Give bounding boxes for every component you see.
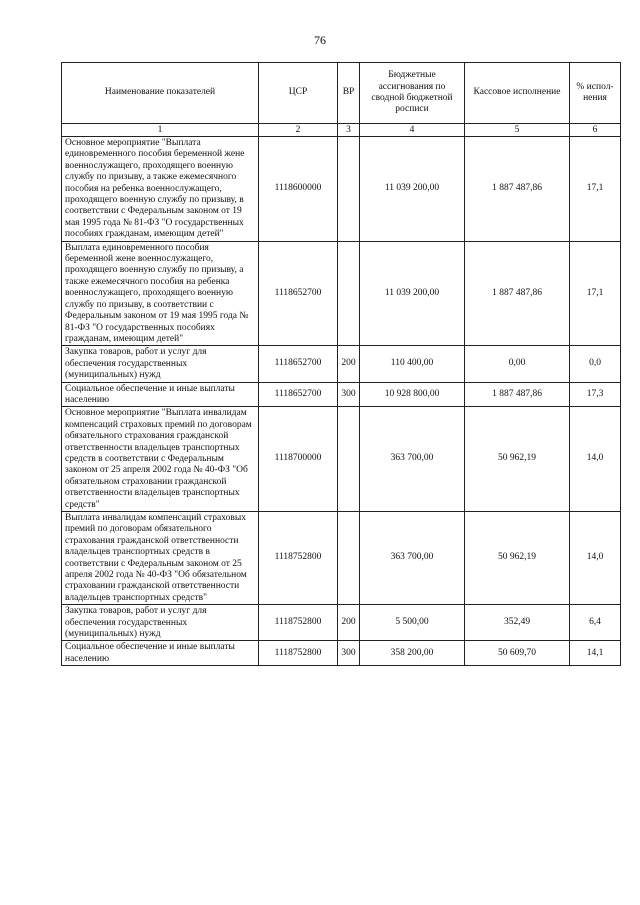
header-cash: Кассовое исполнение: [465, 63, 570, 124]
table-row: [62, 137, 621, 242]
column-number: 3: [338, 124, 360, 137]
csr-code: 1118652700: [259, 346, 338, 382]
execution-percent: 14,1: [570, 641, 621, 666]
column-number: 5: [465, 124, 570, 137]
table-row: [62, 382, 621, 407]
cash-amount: 352,49: [465, 605, 570, 641]
column-number-row: [62, 124, 621, 137]
budget-amount: 10 928 800,00: [360, 382, 465, 407]
execution-percent: 17,3: [570, 382, 621, 407]
column-number: 6: [570, 124, 621, 137]
csr-code: 1118752800: [259, 605, 338, 641]
table-row: [62, 241, 621, 346]
table-row: [62, 605, 621, 641]
execution-percent: 14,0: [570, 407, 621, 512]
indicator-name: Социальное обеспечение и иные выплаты населению: [62, 382, 259, 407]
budget-amount: 363 700,00: [360, 407, 465, 512]
cash-amount: 50 962,19: [465, 407, 570, 512]
vr-code: [338, 137, 360, 242]
vr-code: 300: [338, 382, 360, 407]
csr-code: 1118700000: [259, 407, 338, 512]
vr-code: [338, 407, 360, 512]
budget-amount: 110 400,00: [360, 346, 465, 382]
budget-amount: 11 039 200,00: [360, 241, 465, 346]
header-budget: Бюджетные ассигнования по сводной бюджетной росписи: [360, 63, 465, 124]
execution-percent: 17,1: [570, 241, 621, 346]
execution-percent: 6,4: [570, 605, 621, 641]
page-number: 76: [314, 33, 326, 47]
indicator-name: Основное мероприятие "Выплата единовременного пособия беременной жене военнослужащего, проходящего военную службу по призыву, а также ежемесячного пособия на ребенка военнослужащего, проходящего военную службу по призыву, в соответствии с Федеральным законом от 19 мая 1995 года № 81-ФЗ "О государственных пособиях гражданам, имеющим детей": [62, 137, 259, 242]
column-number: 4: [360, 124, 465, 137]
cash-amount: 1 887 487,86: [465, 382, 570, 407]
execution-percent: 14,0: [570, 512, 621, 605]
csr-code: 1118752800: [259, 641, 338, 666]
table-row: [62, 512, 621, 605]
cash-amount: 1 887 487,86: [465, 241, 570, 346]
header-csr: ЦСР: [259, 63, 338, 124]
vr-code: 200: [338, 605, 360, 641]
indicator-name: Основное мероприятие "Выплата инвалидам компенсаций страховых премий по договорам обязательного страхования гражданской ответственности владельцев транспортных средств в соответствии с Федеральным законом от 25 апреля 2002 года № 40-ФЗ "Об обязательном страховании гражданской ответственности владельцев транспортных средств": [62, 407, 259, 512]
table-row: [62, 346, 621, 382]
indicator-name: Закупка товаров, работ и услуг для обеспечения государственных (муниципальных) нужд: [62, 346, 259, 382]
vr-code: 200: [338, 346, 360, 382]
column-number: 1: [62, 124, 259, 137]
csr-code: 1118652700: [259, 241, 338, 346]
cash-amount: 50 609,70: [465, 641, 570, 666]
budget-amount: 5 500,00: [360, 605, 465, 641]
budget-execution-table: [61, 62, 621, 666]
indicator-name: Выплата единовременного пособия беременной жене военнослужащего, проходящего военную службу по призыву, а также ежемесячного пособия на ребенка военнослужащего, проходящего военную службу по призыву, в соответствии с Федеральным законом от 19 мая 1995 года № 81-ФЗ "О государственных пособиях гражданам, имеющим детей": [62, 241, 259, 346]
budget-amount: 358 200,00: [360, 641, 465, 666]
vr-code: 300: [338, 641, 360, 666]
csr-code: 1118600000: [259, 137, 338, 242]
header-name: Наименование показателей: [62, 63, 259, 124]
header-pct: % испол-нения: [570, 63, 621, 124]
execution-percent: 0,0: [570, 346, 621, 382]
csr-code: 1118652700: [259, 382, 338, 407]
cash-amount: 50 962,19: [465, 512, 570, 605]
csr-code: 1118752800: [259, 512, 338, 605]
table-row: [62, 407, 621, 512]
column-number: 2: [259, 124, 338, 137]
table-row: [62, 641, 621, 666]
indicator-name: Выплата инвалидам компенсаций страховых премий по договорам обязательного страхования гражданской ответственности владельцев транспортных средств в соответствии с Федеральным законом от 25 апреля 2002 года № 40-ФЗ "Об обязательном страховании гражданской ответственности владельцев транспортных средств": [62, 512, 259, 605]
budget-amount: 363 700,00: [360, 512, 465, 605]
vr-code: [338, 512, 360, 605]
cash-amount: 1 887 487,86: [465, 137, 570, 242]
budget-amount: 11 039 200,00: [360, 137, 465, 242]
indicator-name: Социальное обеспечение и иные выплаты населению: [62, 641, 259, 666]
header-row: [62, 63, 621, 124]
cash-amount: 0,00: [465, 346, 570, 382]
indicator-name: Закупка товаров, работ и услуг для обеспечения государственных (муниципальных) нужд: [62, 605, 259, 641]
vr-code: [338, 241, 360, 346]
execution-percent: 17,1: [570, 137, 621, 242]
header-vr: ВР: [338, 63, 360, 124]
